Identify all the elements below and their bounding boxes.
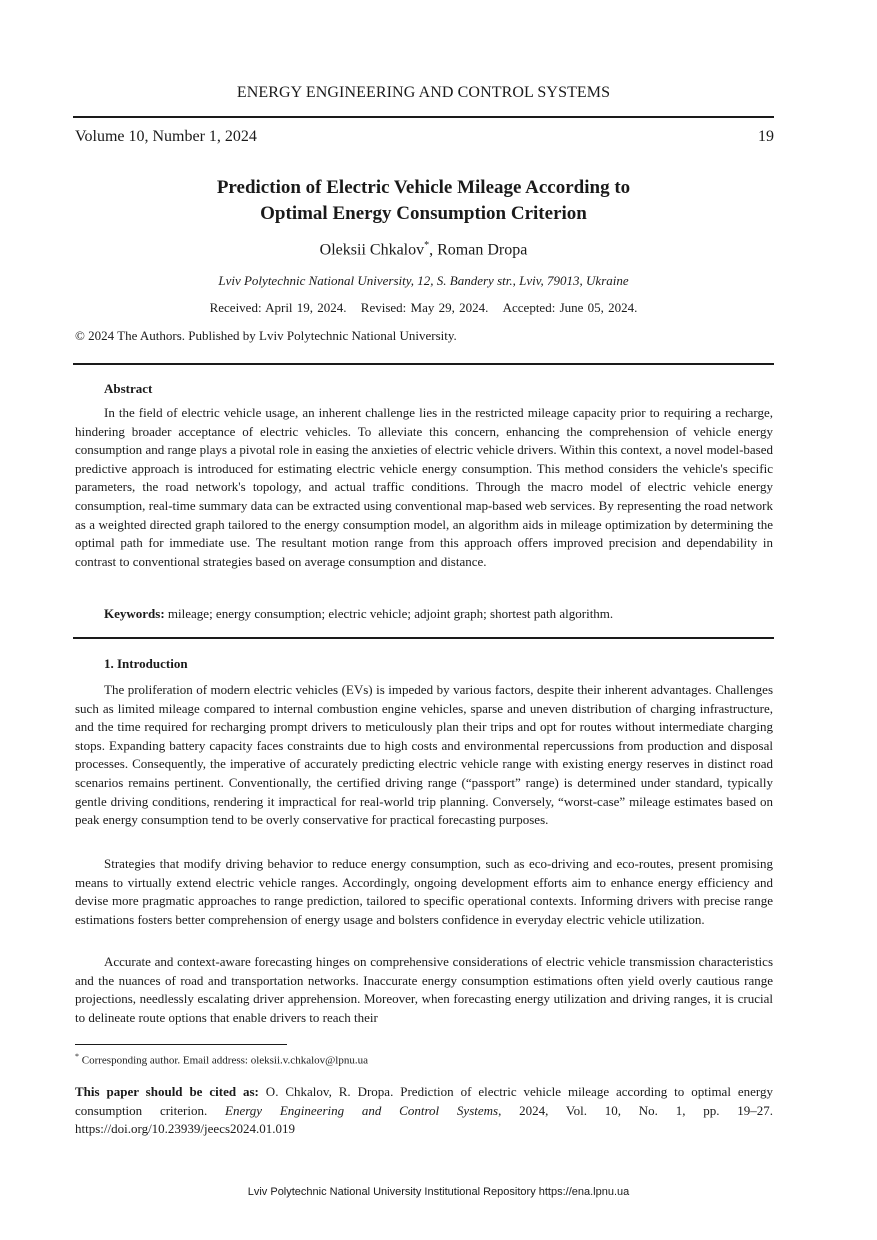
abstract-heading: Abstract — [104, 381, 153, 396]
title-line-1: Prediction of Electric Vehicle Mileage According to — [216, 177, 631, 198]
citation-text-before: O. Chkalov, R. Dropa. Prediction of electric vehicle mileage according to optimal energy consumption criterion. — [75, 1084, 773, 1118]
intro-paragraph-1: The proliferation of modern electric vehicles (EVs) is impeded by various factors, despite their inherent advantages. Challenges such as limited mileage compared to internal combustion engine vehicles, sparse and uneven distribution of charging infrastructure, and the time required for recharging prompt drivers to meticulously plan their trips and opt for routes without intermediate charging stops. Expanding battery capacity faces constraints due to high costs and environmental repercussions from production and disposal processes. Consequently, the imperative of accurately predicting electric vehicle range with existing energy reserves in distinct road scenarios remains pertinent. Conventionally, the certified driving range (“passport” range) is determined under standard, typically gentle driving conditions, rendering it impractical for real-world trip planning. Conversely, “worst-case” mileage estimates based on peak energy consumption tend to be overly conservative for practical forecasting purposes. — [75, 682, 773, 828]
author-2: , Roman Dropa — [429, 241, 528, 259]
citation-text-after: , 2024, Vol. 10, No. 1, pp. 19–27. https://doi.org/10.23939/jeecs2024.01.019 — [75, 1102, 773, 1137]
copyright: © 2024 The Authors. Published by Lviv Polytechnic National University. — [75, 328, 457, 343]
keywords-label: Keywords: — [104, 606, 165, 621]
section-heading-introduction: 1. Introduction — [104, 656, 188, 671]
citation-journal: Energy Engineering and Control Systems — [225, 1102, 499, 1118]
title-line-2: Optimal Energy Consumption Criterion — [260, 203, 587, 224]
journal-name: ENERGY ENGINEERING AND CONTROL SYSTEMS — [236, 84, 611, 101]
footnote-rule — [75, 1044, 287, 1045]
author-1: Oleksii Chkalov — [319, 241, 425, 259]
footnote-text: Corresponding author. Email address: oleksii.v.chkalov@lpnu.ua — [79, 1054, 368, 1067]
accepted-date: Accepted: June 05, 2024. — [502, 300, 638, 315]
authors — [73, 240, 774, 259]
footnote-mark: * — [75, 1052, 79, 1061]
received-date: Received: April 19, 2024. — [209, 300, 347, 315]
paper-title — [73, 175, 774, 227]
intro-paragraph-3: Accurate and context-aware forecasting hinges on comprehensive considerations of electric vehicle transmission characteristics and the nuances of road and transportation networks. Inaccurate energy consumption estimations often yield overly cautious range projections, needlessly escalating driver apprehension. Moreover, when forecasting energy utilization and driving ranges, it is crucial to delineate route options that enable drivers to reach their — [75, 954, 773, 1025]
footnote — [75, 1052, 368, 1067]
revised-date: Revised: May 29, 2024. — [360, 300, 489, 315]
volume-line — [75, 128, 774, 146]
page-number: 19 — [758, 128, 774, 145]
keywords — [104, 606, 613, 622]
intro-paragraph-2: Strategies that modify driving behavior to reduce energy consumption, such as eco-driving and eco-routes, present promising means to virtually extend electric vehicle ranges. Accordingly, ongoing development efforts aim to enhance energy efficiency and devise more pragmatic approaches to range prediction, tailored to specific operational contexts. Informing drivers with precise range estimations fosters better comprehension of energy usage and bolsters confidence in everyday electric vehicle utilization. — [75, 856, 773, 927]
citation-label: This paper should be cited as: — [75, 1084, 259, 1099]
citation-block — [75, 1083, 773, 1139]
abstract-bottom-rule — [73, 637, 774, 639]
abstract-top-rule — [73, 363, 774, 365]
volume-info: Volume 10, Number 1, 2024 — [75, 128, 257, 145]
affiliation: Lviv Polytechnic National University, 12, S. Bandery str., Lviv, 79013, Ukraine — [218, 273, 629, 288]
repository-footer: Lviv Polytechnic National University Institutional Repository https://ena.lpnu.ua — [247, 1186, 630, 1198]
header-rule — [73, 116, 774, 118]
corresponding-mark: * — [424, 240, 430, 251]
abstract-text: In the field of electric vehicle usage, an inherent challenge lies in the restricted mileage capacity prior to requiring a recharge, hindering broader acceptance of electric vehicles. To alleviate this concern, enhancing the comprehension of vehicle energy consumption and range plays a pivotal role in easing the anxieties of electric vehicle drivers. Within this context, a novel model-based predictive approach is introduced for estimating electric vehicle energy consumption. This method considers the vehicle's specific parameters, the road network's topology, and actual traffic conditions. Through the macro model of electric vehicle energy consumption, real-time summary data can be extracted using conventional map-based web services. By representing the road network as a weighted directed graph tailored to the energy consumption model, an algorithm aids in mileage optimization by determining the optimal path for immediate use. The resultant motion range from this approach offers improved precision and dependability in contrast to conventional strategies based on average consumption and distance. — [75, 405, 773, 569]
keywords-list: mileage; energy consumption; electric vehicle; adjoint graph; shortest path algorithm. — [164, 606, 614, 621]
dates-line — [73, 300, 774, 316]
